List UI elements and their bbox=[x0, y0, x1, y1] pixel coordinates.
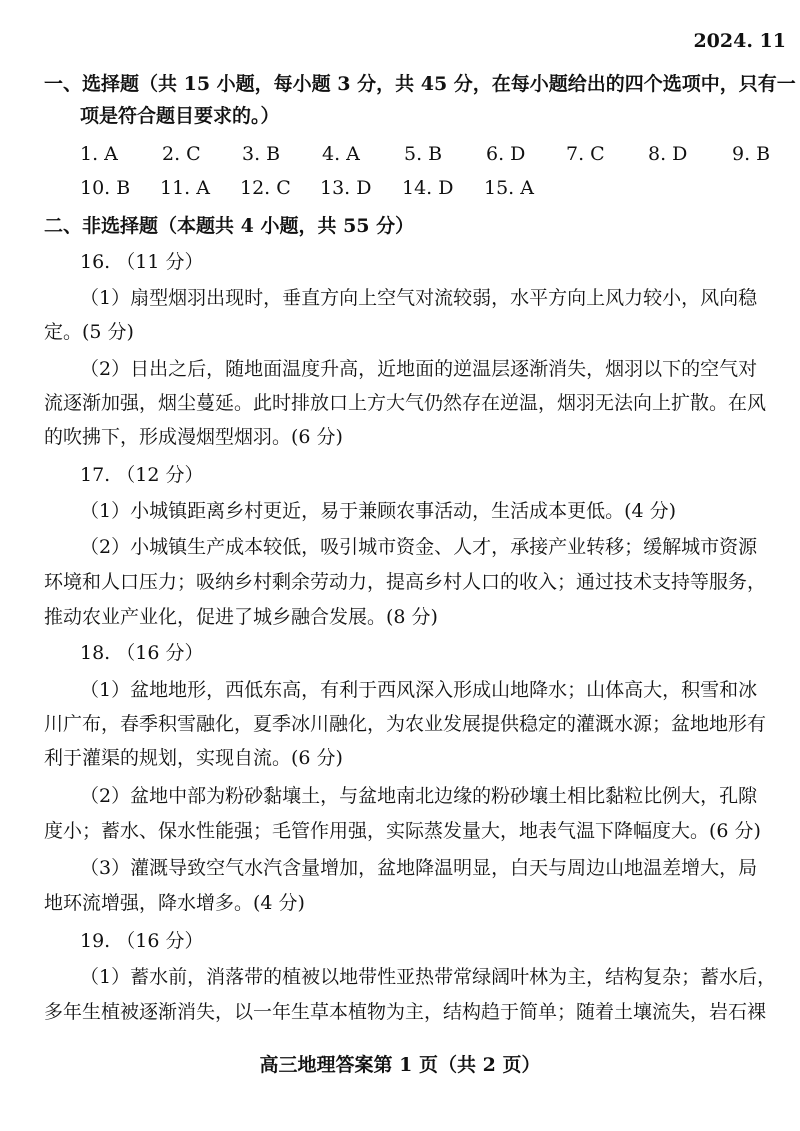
q16-p2-line2: 流逐渐加强，烟尘蔓延。此时排放口上方大气仍然存在逆温，烟羽无法向上扩散。在风 bbox=[44, 392, 767, 414]
answer-item: 3. B bbox=[242, 143, 281, 165]
section1-heading-line1: 一、选择题（共 15 小题，每小题 3 分，共 45 分，在每小题给出的四个选项中，只有一 bbox=[44, 73, 796, 95]
q18-p1-line1: （1）盆地地形，西低东高，有利于西风深入形成山地降水；山体高大，积雪和冰 bbox=[80, 679, 758, 701]
answer-item: 8. D bbox=[648, 143, 688, 165]
q18-p3-line2: 地环流增强，降水增多。(4 分) bbox=[44, 892, 305, 914]
q19-p1-line1: （1）蓄水前，消落带的植被以地带性亚热带常绿阔叶林为主，结构复杂；蓄水后， bbox=[80, 966, 777, 988]
q16-title: 16. （11 分） bbox=[80, 251, 204, 273]
q16-p1-line2: 定。(5 分) bbox=[44, 321, 134, 343]
section2-heading: 二、非选择题（本题共 4 小题，共 55 分） bbox=[44, 215, 415, 237]
q17-p2-line2: 环境和人口压力；吸纳乡村剩余劳动力，提高乡村人口的收入；通过技术支持等服务， bbox=[44, 571, 767, 593]
answer-item: 10. B bbox=[80, 177, 131, 199]
answer-item: 2. C bbox=[162, 143, 201, 165]
answer-item: 5. B bbox=[404, 143, 443, 165]
answer-item: 11. A bbox=[160, 177, 210, 199]
section1-heading-line2: 项是符合题目要求的。） bbox=[80, 105, 280, 127]
q16-p2-line1: （2）日出之后，随地面温度升高，近地面的逆温层逐渐消失，烟羽以下的空气对 bbox=[80, 358, 758, 380]
answer-item: 14. D bbox=[402, 177, 454, 199]
answer-item: 1. A bbox=[80, 143, 118, 165]
q18-p1-line3: 利于灌渠的规划，实现自流。(6 分) bbox=[44, 747, 343, 769]
q16-p2-line3: 的吹拂下，形成漫烟型烟羽。(6 分) bbox=[44, 426, 343, 448]
answer-item: 13. D bbox=[320, 177, 372, 199]
q17-p2-line3: 推动农业产业化，促进了城乡融合发展。(8 分) bbox=[44, 606, 438, 628]
q18-p1-line2: 川广布，春季积雪融化，夏季冰川融化，为农业发展提供稳定的灌溉水源；盆地地形有 bbox=[44, 713, 767, 735]
date-label: 2024. 11 bbox=[693, 30, 786, 52]
q17-p2-line1: （2）小城镇生产成本较低，吸引城市资金、人才，承接产业转移；缓解城市资源 bbox=[80, 536, 758, 558]
answer-item: 4. A bbox=[322, 143, 360, 165]
answers-row-2 bbox=[80, 174, 544, 202]
q18-title: 18. （16 分） bbox=[80, 642, 204, 664]
q19-p1-line2: 多年生植被逐渐消失，以一年生草本植物为主，结构趋于简单；随着土壤流失，岩石裸 bbox=[44, 1001, 767, 1023]
q18-p2-line1: （2）盆地中部为粉砂黏壤土，与盆地南北边缘的粉砂壤土相比黏粒比例大，孔隙 bbox=[80, 785, 758, 807]
page-footer: 高三地理答案第 1 页（共 2 页） bbox=[259, 1054, 541, 1076]
answers-row-1 bbox=[80, 140, 792, 168]
q16-p1-line1: （1）扇型烟羽出现时，垂直方向上空气对流较弱，水平方向上风力较小，风向稳 bbox=[80, 287, 758, 309]
answer-item: 6. D bbox=[486, 143, 526, 165]
q19-title: 19. （16 分） bbox=[80, 930, 204, 952]
q18-p3-line1: （3）灌溉导致空气水汽含量增加，盆地降温明显，白天与周边山地温差增大，局 bbox=[80, 857, 758, 879]
q18-p2-line2: 度小；蓄水、保水性能强；毛管作用强，实际蒸发量大，地表气温下降幅度大。(6 分) bbox=[44, 820, 761, 842]
answer-item: 15. A bbox=[484, 177, 534, 199]
answer-item: 12. C bbox=[240, 177, 291, 199]
answer-item: 7. C bbox=[566, 143, 605, 165]
q17-p1-line1: （1）小城镇距离乡村更近，易于兼顾农事活动，生活成本更低。(4 分) bbox=[80, 500, 677, 522]
answer-item: 9. B bbox=[732, 143, 771, 165]
q17-title: 17. （12 分） bbox=[80, 464, 204, 486]
